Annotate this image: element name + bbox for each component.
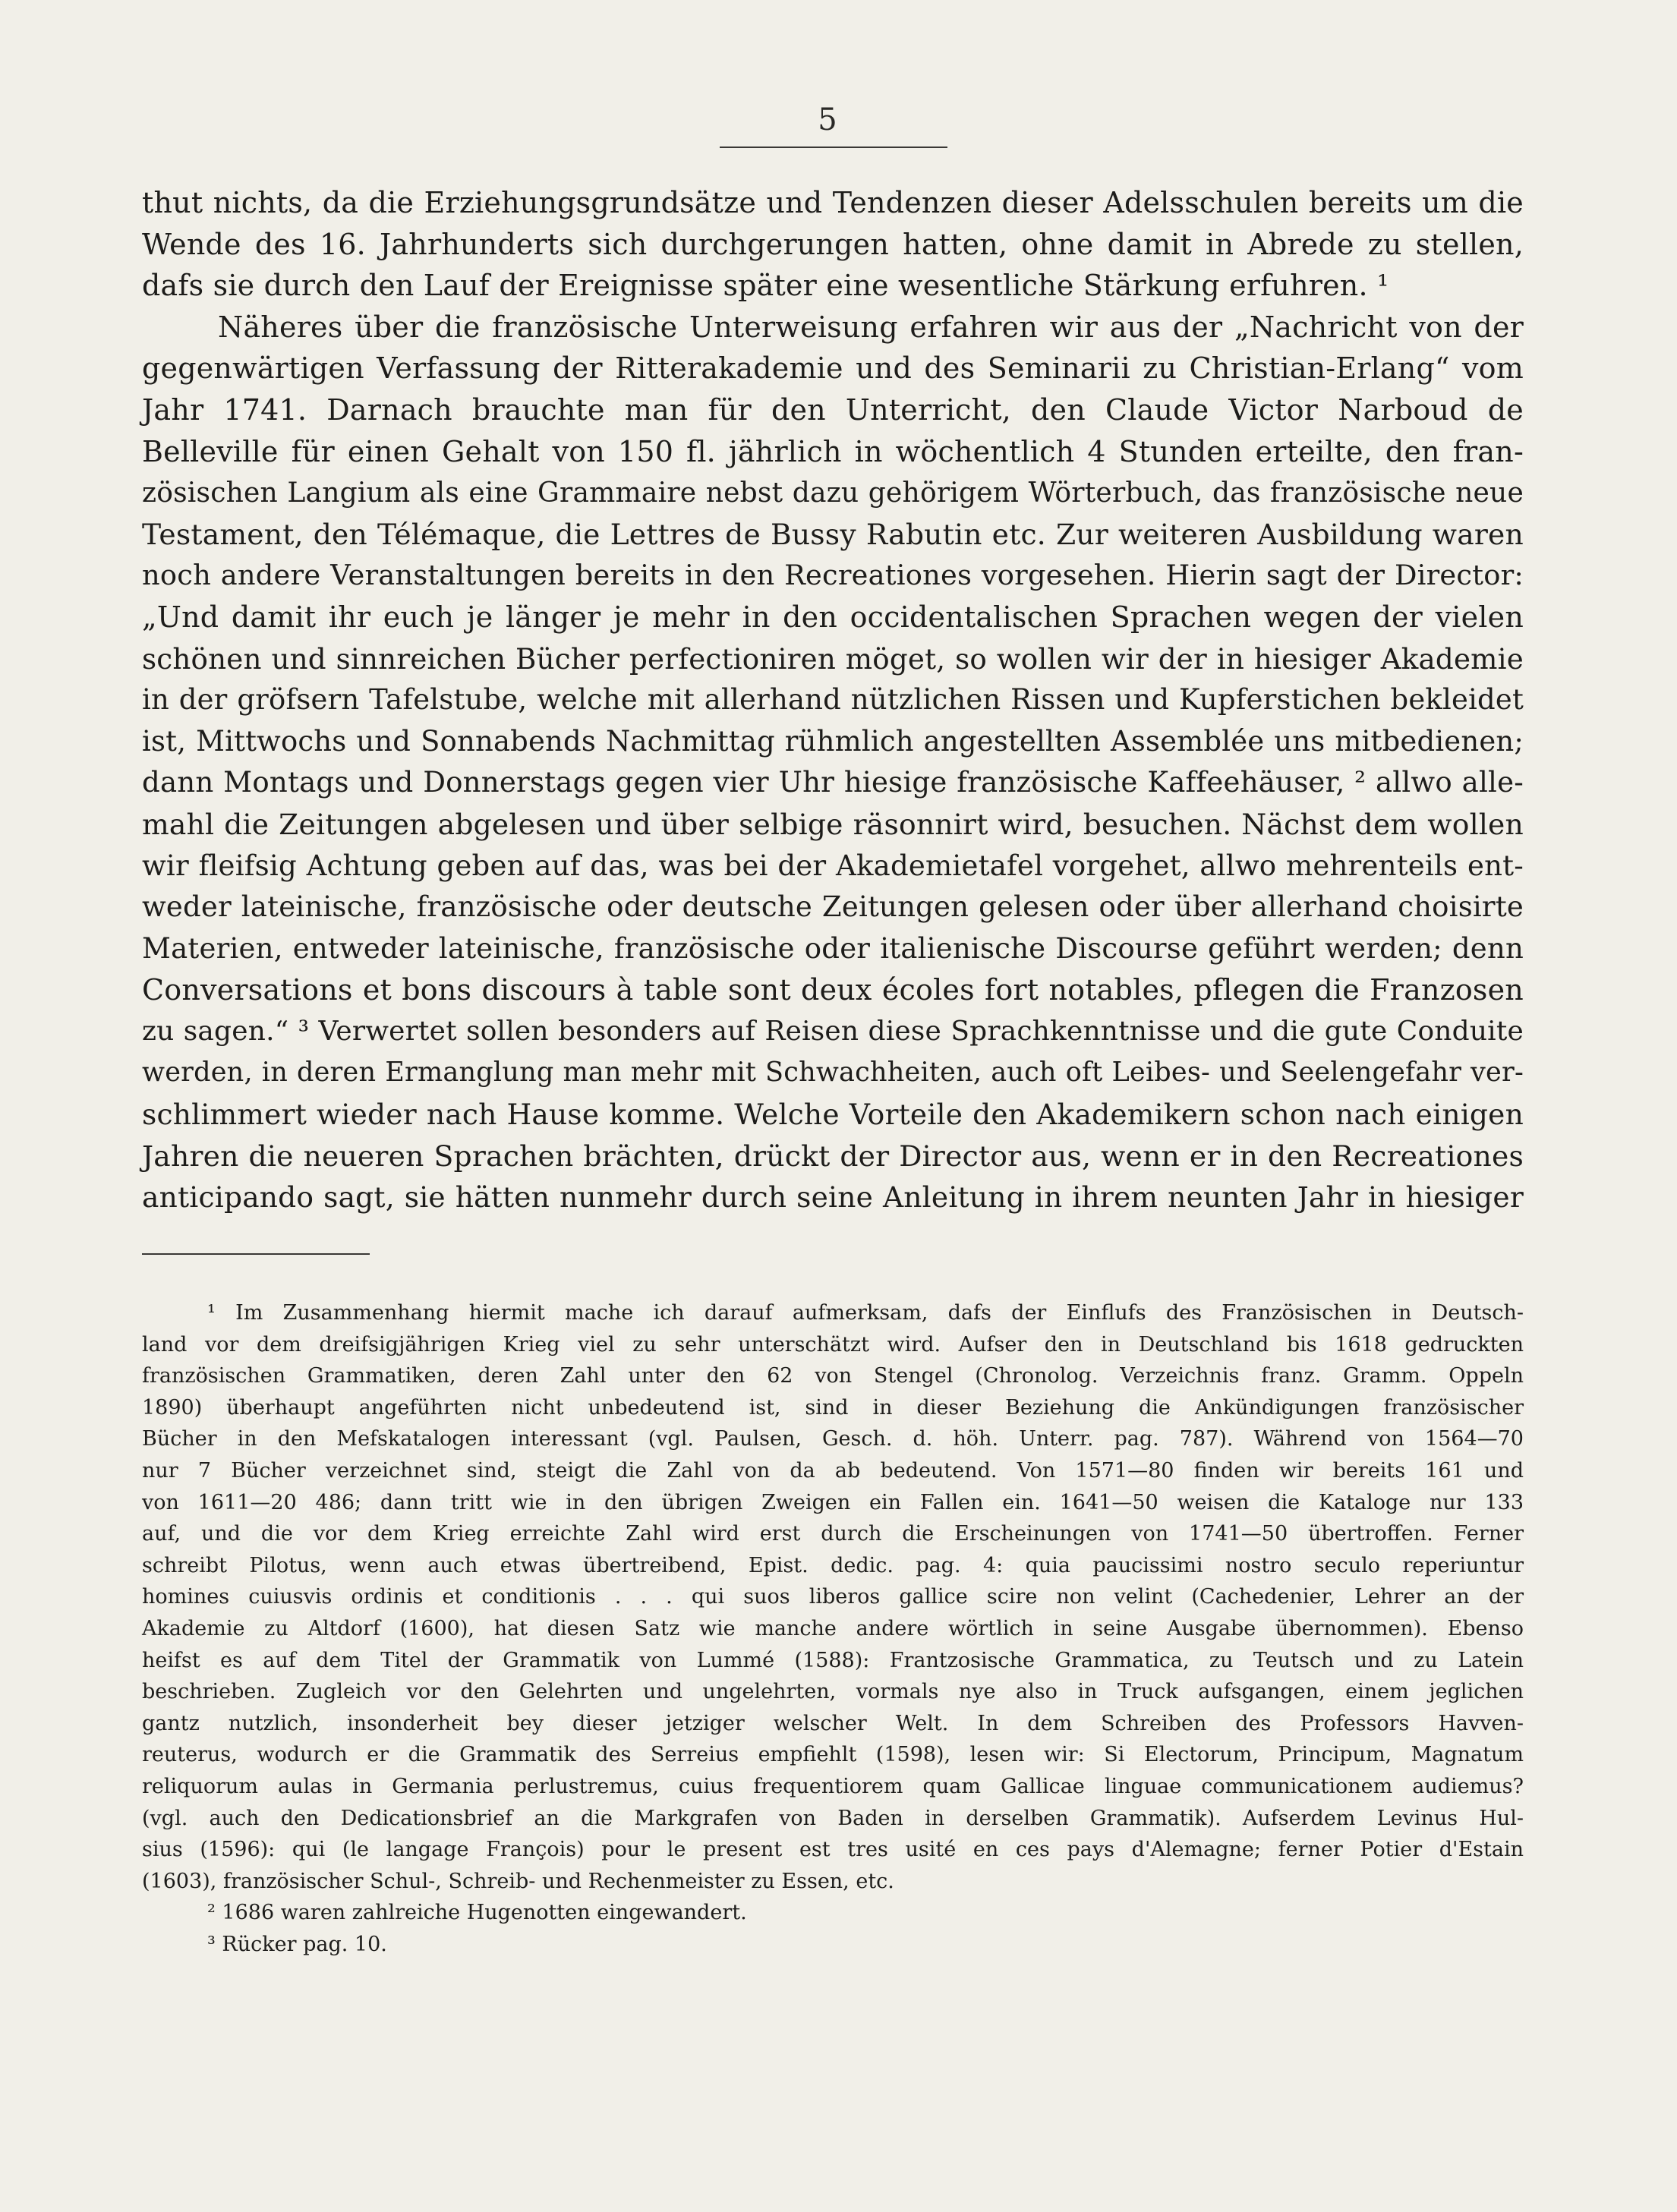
footnotes [142,1297,1524,1960]
page-number: 5 [818,102,837,137]
body-line: zösischen Langium als eine Grammaire nebst dazu gehörigem Wörterbuch, das französische neue [142,477,1524,509]
footnote-separator [142,1253,370,1255]
body-line: noch andere Veranstaltungen bereits in den Recreationes vorgesehen. Hierin sagt der Director: [142,559,1524,592]
footnote-line: auf, und die vor dem Krieg erreichte Zahl wird erst durch die Erscheinungen von 1741—50 übertroffen. Ferner [142,1522,1524,1546]
footnote-line: ³ Rücker pag. 10. [207,1932,387,1956]
footnote-line: französischen Grammatiken, deren Zahl unter den 62 von Stengel (Chronolog. Verzeichnis franz. Gramm. Oppeln [142,1364,1524,1388]
footnote-line: schreibt Pilotus, wenn auch etwas übertreibend, Epist. dedic. pag. 4: quia paucissimi nostro seculo reperiuntur [142,1553,1524,1577]
body-line: werden, in deren Ermanglung man mehr mit Schwachheiten, auch oft Leibes- und Seelengefahr ver- [142,1057,1524,1089]
body-line: schlimmert wieder nach Hause komme. Welche Vorteile den Akademikern schon nach einigen [142,1098,1524,1132]
footnote-line: Akademie zu Altdorf (1600), hat diesen Satz wie manche andere wörtlich in seine Ausgabe übernommen). Ebenso [142,1616,1524,1640]
footnote-line: Bücher in den Mefskatalogen interessant (vgl. Paulsen, Gesch. d. höh. Unterr. pag. 787). Während von 1564—70 [142,1427,1524,1451]
footnote-line: ² 1686 waren zahlreiche Hugenotten eingewandert. [207,1901,747,1925]
body-line: in der gröfsern Tafelstube, welche mit allerhand nützlichen Rissen und Kupferstichen bekleidet [142,683,1524,717]
body-line: Testament, den Télémaque, die Lettres de Bussy Rabutin etc. Zur weiteren Ausbildung waren [142,517,1524,551]
footnote-line: ¹ Im Zusammenhang hiermit mache ich darauf aufmerksam, dafs der Einflufs des Französischen in Deutsch- [207,1301,1524,1325]
footnote-line: (vgl. auch den Dedicationsbrief an die Markgrafen von Baden in derselben Grammatik). Aufserdem Levinus Hul- [142,1806,1524,1830]
body-line: zu sagen.“ ³ Verwertet sollen besonders auf Reisen diese Sprachkenntnisse und die gute Conduite [142,1015,1524,1047]
body-line: dann Montags und Donnerstags gegen vier Uhr hiesige französische Kaffeehäuser, ² allwo alle- [142,766,1524,799]
footnote-line: reliquorum aulas in Germania perlustremus, cuius frequentiorem quam Gallicae linguae communicationem audiemus? [142,1774,1524,1798]
body-line: Jahr 1741. Darnach brauchte man für den Unterricht, den Claude Victor Narboud de [142,392,1524,427]
body-line: mahl die Zeitungen abgelesen und über selbige räsonnirt wird, besuchen. Nächst dem wollen [142,807,1524,841]
footnote-line: reuterus, wodurch er die Grammatik des Serreius empfiehlt (1598), lesen wir: Si Electorum, Principum, Magnatum [142,1743,1524,1767]
body-line: schönen und sinnreichen Bücher perfectioniren möget, so wollen wir der in hiesiger Akademie [142,641,1524,676]
footnote-line: gantz nutzlich, insonderheit bey dieser jetziger welscher Welt. In dem Schreiben des Professors Havven- [142,1711,1524,1735]
footnote-line: beschrieben. Zugleich vor den Gelehrten und ungelehrten, vormals nye also in Truck aufsgangen, einem jeglichen [142,1680,1524,1704]
body-line: gegenwärtigen Verfassung der Ritterakademie und des Seminarii zu Christian-Erlang“ vom [142,351,1524,386]
header-rule [720,147,947,148]
body-line: Belleville für einen Gehalt von 150 fl. jährlich in wöchentlich 4 Stunden erteilte, den fran- [142,434,1524,468]
body-line: Wende des 16. Jahrhunderts sich durchgerungen hatten, ohne damit in Abrede zu stellen, [142,227,1524,261]
footnote-line: homines cuiusvis ordinis et conditionis . . . qui suos liberos gallice scire non velint (Cachedenier, Lehrer an der [142,1585,1524,1609]
body-line: Näheres über die französische Unterweisung erfahren wir aus der „Nachricht von der [218,310,1524,344]
footnote-line: land vor dem dreifsigjährigen Krieg viel zu sehr unterschätzt wird. Aufser den in Deutschland bis 1618 gedruckten [142,1332,1524,1357]
body-line: thut nichts, da die Erziehungsgrundsätze und Tendenzen dieser Adelsschulen bereits um die [142,186,1524,219]
footnote-line: von 1611—20 486; dann tritt wie in den übrigen Zweigen ein Fallen ein. 1641—50 weisen die Kataloge nur 133 [142,1490,1524,1514]
body-line: Jahren die neueren Sprachen brächten, drückt der Director aus, wenn er in den Recreationes [142,1139,1524,1173]
body-line: ist, Mittwochs und Sonnabends Nachmittag rühmlich angestellten Assemblée uns mitbedienen; [142,724,1524,758]
footnote-line: 1890) überhaupt angeführten nicht unbedeutend ist, sind in dieser Beziehung die Ankündigungen französischer [142,1395,1524,1420]
footnote-line: (1603), französischer Schul-, Schreib- und Rechenmeister zu Essen, etc. [142,1869,894,1893]
body-line: „Und damit ihr euch je länger je mehr in den occidentalischen Sprachen wegen der vielen [142,600,1524,634]
body-line: dafs sie durch den Lauf der Ereignisse später eine wesentliche Stärkung erfuhren. ¹ [142,269,1389,303]
body-text [142,182,1524,1218]
body-line: Materien, entweder lateinische, französische oder italienische Discourse geführt werden; denn [142,931,1524,965]
body-line: Conversations et bons discours à table sont deux écoles fort notables, pflegen die Franzosen [142,973,1524,1007]
body-line: weder lateinische, französische oder deutsche Zeitungen gelesen oder über allerhand choisirte [142,890,1524,924]
footnote-line: nur 7 Bücher verzeichnet sind, steigt die Zahl von da ab bedeutend. Von 1571—80 finden wir bereits 161 und [142,1458,1524,1483]
footnote-line: sius (1596): qui (le langage François) pour le present est tres usité en ces pays d'Alemagne; ferner Potier d'Estain [142,1838,1524,1862]
body-line: wir fleifsig Achtung geben auf das, was bei der Akademietafel vorgehet, allwo mehrenteils ent- [142,849,1524,882]
body-line: anticipando sagt, sie hätten nunmehr durch seine Anleitung in ihrem neunten Jahr in hiesiger [142,1180,1524,1215]
footnote-line: heifst es auf dem Titel der Grammatik von Lummé (1588): Frantzosische Grammatica, zu Teutsch und zu Latein [142,1648,1524,1672]
